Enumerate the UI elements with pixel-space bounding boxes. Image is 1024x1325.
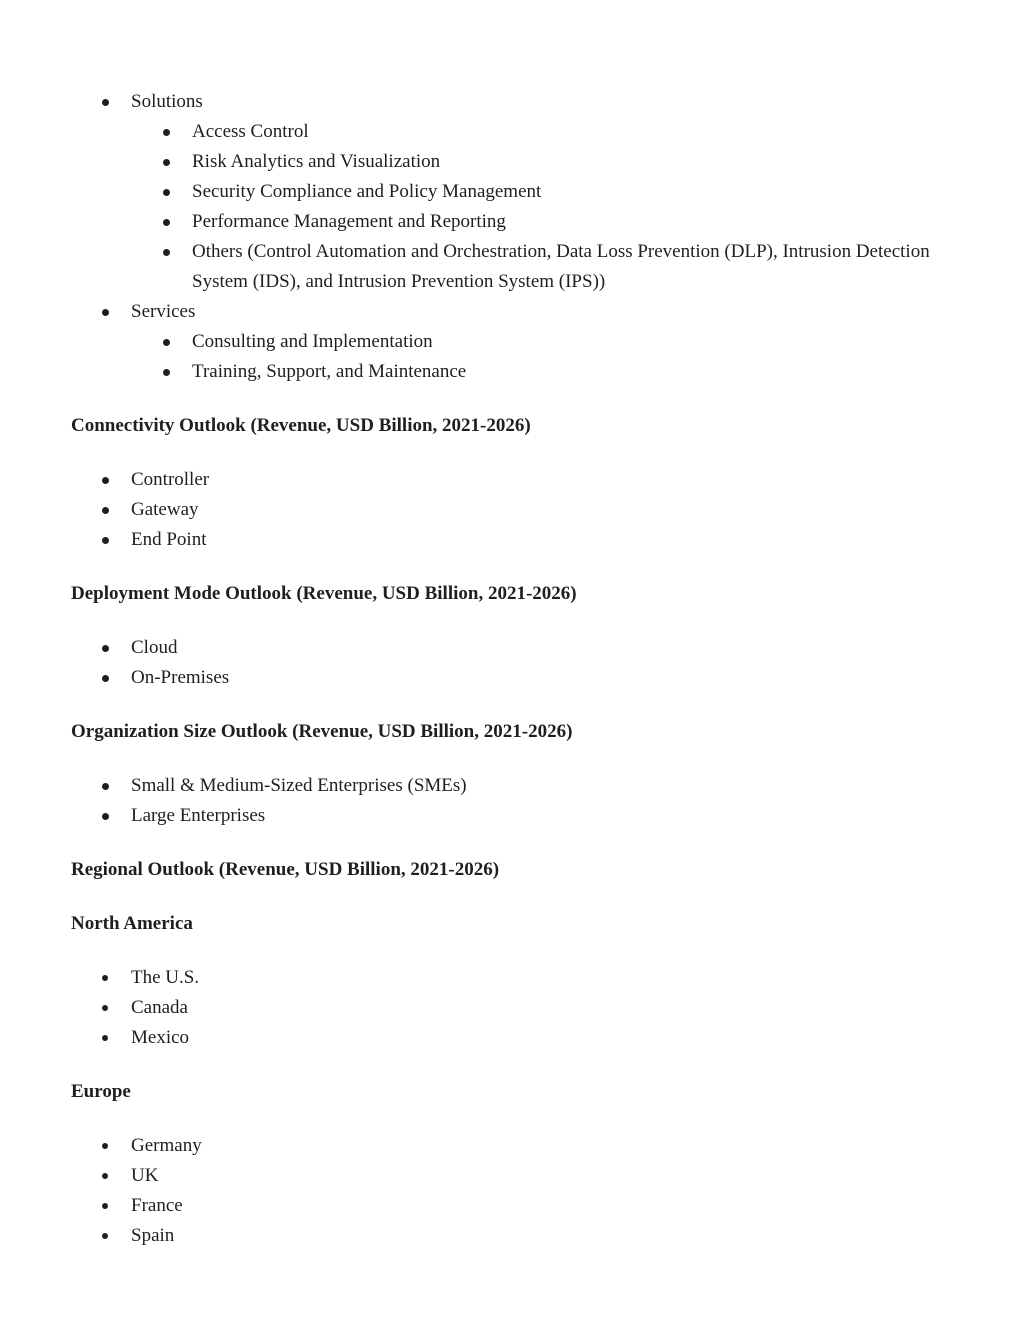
deployment-list (71, 633, 971, 693)
services-sublist (131, 327, 971, 387)
deployment-heading: Deployment Mode Outlook (Revenue, USD Billion, 2021-2026) (71, 583, 577, 604)
list-item: Germany (71, 1131, 971, 1161)
list-item: Mexico (71, 1023, 971, 1053)
organization-list (71, 771, 971, 831)
list-item-solutions (71, 87, 971, 297)
list-item: Training, Support, and Maintenance (131, 357, 971, 387)
europe-list (71, 1131, 971, 1251)
connectivity-heading: Connectivity Outlook (Revenue, USD Billion, 2021-2026) (71, 415, 531, 436)
organization-heading: Organization Size Outlook (Revenue, USD Billion, 2021-2026) (71, 721, 573, 742)
list-item: France (71, 1191, 971, 1221)
list-item: Performance Management and Reporting (131, 207, 971, 237)
list-item-label: Services (131, 301, 196, 322)
list-item-services (71, 297, 971, 387)
list-item: Controller (71, 465, 971, 495)
list-item: Others (Control Automation and Orchestration, Data Loss Prevention (DLP), Intrusion Detection System (IDS), and Intrusion Prevention System (IPS)) (131, 237, 971, 297)
europe-heading: Europe (71, 1081, 131, 1102)
connectivity-list (71, 465, 971, 555)
list-item: End Point (71, 525, 971, 555)
list-item: Risk Analytics and Visualization (131, 147, 971, 177)
list-item: Access Control (131, 117, 971, 147)
regional-heading: Regional Outlook (Revenue, USD Billion, 2021-2026) (71, 859, 500, 880)
list-item: UK (71, 1161, 971, 1191)
list-item: Gateway (71, 495, 971, 525)
list-item: Small & Medium-Sized Enterprises (SMEs) (71, 771, 971, 801)
solutions-sublist (131, 117, 971, 297)
list-item-label: Solutions (131, 91, 203, 112)
north-america-heading: North America (71, 913, 193, 934)
list-item: The U.S. (71, 963, 971, 993)
list-item: Cloud (71, 633, 971, 663)
document-content (71, 87, 971, 1251)
list-item: Spain (71, 1221, 971, 1251)
list-item: Security Compliance and Policy Management (131, 177, 971, 207)
north-america-list (71, 963, 971, 1053)
list-item: Large Enterprises (71, 801, 971, 831)
list-item: Canada (71, 993, 971, 1023)
type-list (71, 87, 971, 387)
list-item: On-Premises (71, 663, 971, 693)
list-item: Consulting and Implementation (131, 327, 971, 357)
